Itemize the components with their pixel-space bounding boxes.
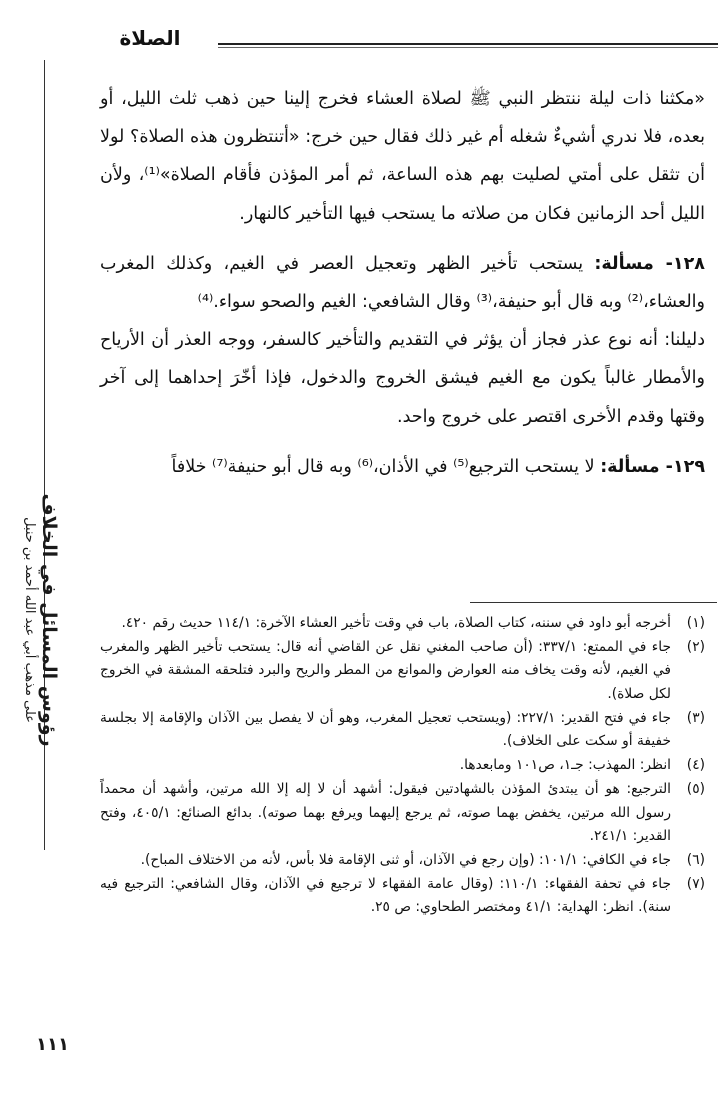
footnote-number: (٧) (686, 876, 705, 893)
footnote (100, 849, 705, 872)
footnote-text: أخرجه أبو داود في سننه، كتاب الصلاة، باب في وقت تأخير العشاء الآخرة: ١١٤/١ حديث رقم ٤٢٠. (121, 615, 671, 631)
paragraph: «مكثنا ذات ليلة ننتظر النبي ﷺ لصلاة العشاء فخرج إلينا حين ذهب ثلث الليل، أو بعده، فلا ندري أشيءٌ شغله أم غير ذلك فقال حين خرج: «أتنتظرون هذه الصلاة؟ لولا أن تثقل على أمتي لصليت بهم هذه الساعة، ثم أمر المؤذن فأقام الصلاة»⁽¹⁾، ولأن الليل أحد الزمانين فكان من صلاته ما يستحب فيها التأخير كالنهار. (100, 89, 705, 224)
footnote-rule (470, 602, 717, 603)
footnote-number: (١) (686, 615, 705, 631)
main-text (100, 80, 705, 486)
footnote-number: (٦) (686, 852, 705, 869)
issue-128 (100, 245, 705, 321)
footnote (100, 873, 705, 919)
footnote (100, 612, 705, 635)
issue-128-text: يستحب تأخير الظهر وتعجيل العصر في الغيم، وكذلك المغرب والعشاء،⁽²⁾ وبه قال أبو حنيفة،⁽³⁾ وقال الشافعي: الغيم والصحو سواء.⁽⁴⁾ (100, 253, 705, 313)
footnote (100, 707, 705, 753)
issue-128-proof: دليلنا: أنه نوع عذر فجاز أن يؤثر في التقديم والتأخير كالسفر، ووجه العذر أن الأرياح والأمطار غالباً يكون مع الغيم فيشق الخروج والدخول، فإذا أخّرَ إحداهما إلى آخر وقتها وقدم الأخرى اقتصر على خروج واحد. (100, 330, 705, 427)
issue-129-label: ١٢٩- مسألة: (600, 456, 705, 477)
footnotes (100, 612, 705, 921)
running-side-title (20, 400, 60, 840)
footnote-text: الترجيع: هو أن يبتدئ المؤذن بالشهادتين فيقول: أشهد أن لا إله إلا الله مرتين، وأشهد أن محمداً رسول الله مرتين، يخفض بهما صوته، ثم يرجع إليهما ويرفع بهما صوته). بدائع الصنائع: ٤٠٥/١، وفتح القدير: ٢٤١/١. (100, 781, 671, 844)
footnote (100, 636, 705, 706)
issue-128-label: ١٢٨- مسألة: (594, 253, 705, 274)
footnote (100, 778, 705, 848)
header-rule (218, 43, 718, 45)
book-author: على مذهب أبي عبد الله أحمد بن حنبل (22, 517, 37, 723)
footnote-text: جاء في تحفة الفقهاء: ١١٠/١: (وقال عامة الفقهاء لا ترجيع في الآذان، وقال الشافعي: الترجيع فيه سنة). انظر: الهداية: ٤١/١ ومختصر الطحاوي: ص ٢٥. (100, 876, 671, 916)
header-rule-thin (218, 47, 718, 48)
footnote-number: (٢) (686, 639, 705, 656)
footnote-number: (٥) (686, 781, 705, 798)
footnote-text: جاء في الكافي: ١٠١/١: (وإن رجع في الآذان، أو ثنى الإقامة فلا بأس، لأنه من الاختلاف المباح). (140, 852, 671, 869)
footnote-text: جاء في الممتع: ٣٣٧/١: (أن صاحب المغني نقل عن القاضي أنه قال: يستحب تأخير الظهر والمغرب في الغيم، لأنه وقت يخاف منه العوارض والموانع من المطر والريح والبرد فتلحقه المشقة في الخروج لكل صلاة). (100, 639, 671, 702)
footnote-number: (٣) (686, 709, 705, 726)
page-number: ١١١ (36, 1034, 69, 1055)
book-title: رؤوس المسائل في الخلاف (38, 493, 60, 747)
issue-129 (100, 448, 705, 486)
footnote-text: انظر: المهذب: جـ١، ص١٠١ ومابعدها. (459, 757, 671, 774)
footnote (100, 754, 705, 777)
page-title: الصلاة (119, 26, 181, 50)
footnote-text: جاء في فتح القدير: ٢٢٧/١: (ويستحب تعجيل المغرب، وهو أن لا يفصل بين الآذان والإقامة إلا بجلسة خفيفة أو سكت على الخلاف). (100, 709, 671, 750)
issue-129-text: لا يستحب الترجيع⁽⁵⁾ في الأذان،⁽⁶⁾ وبه قال أبو حنيفة⁽⁷⁾ خلافاً (171, 456, 595, 477)
footnote-number: (٤) (686, 757, 705, 774)
